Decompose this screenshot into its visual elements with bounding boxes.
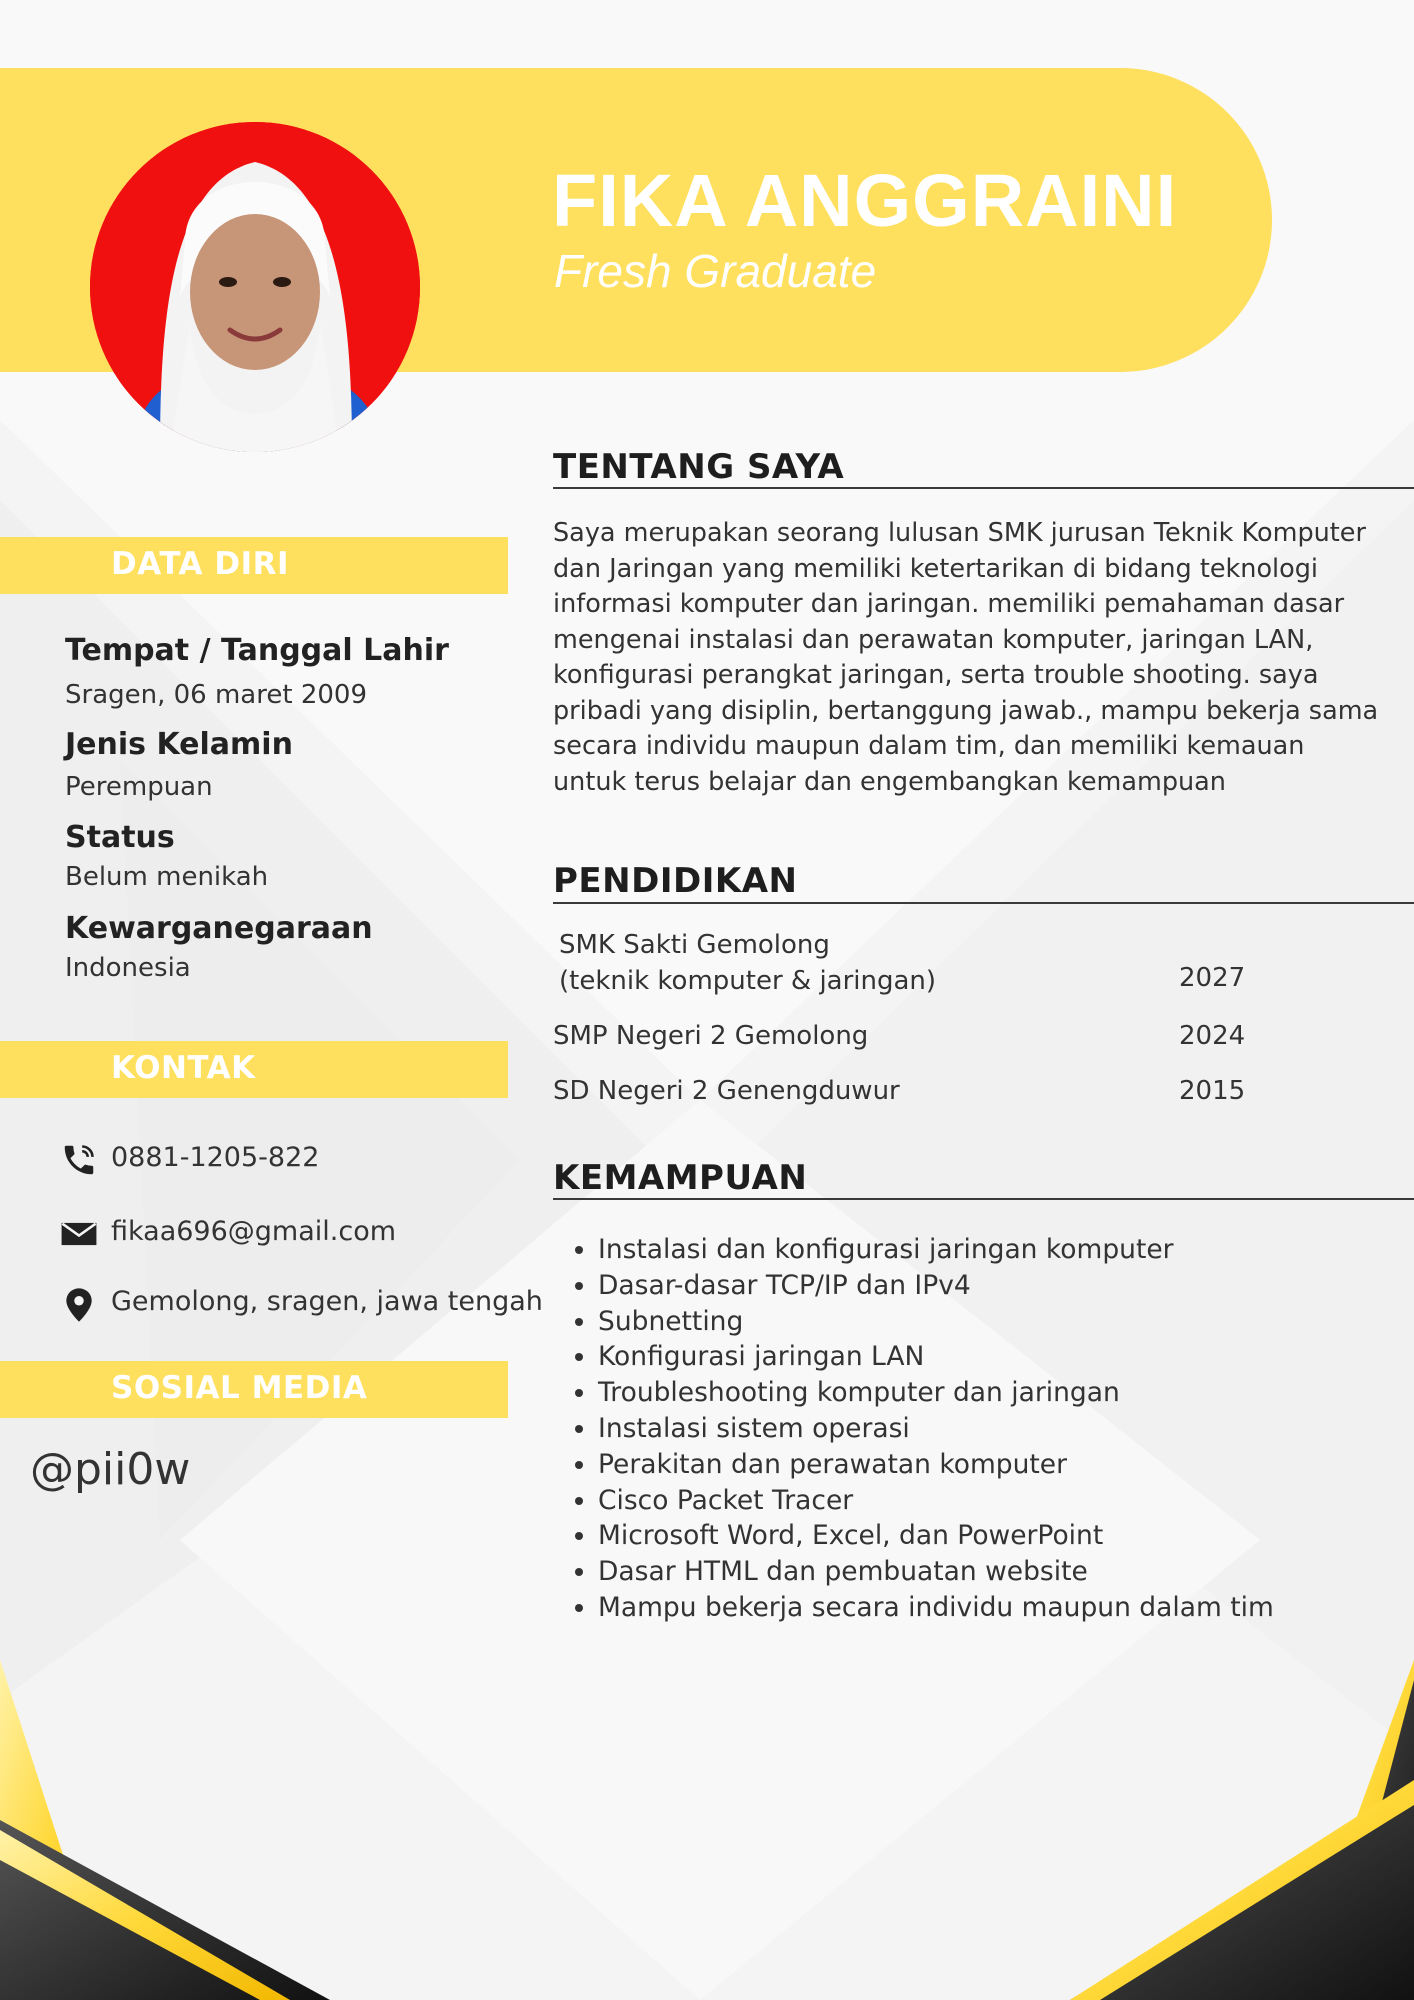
kontak-header: [0, 1041, 508, 1098]
mail-icon: [60, 1215, 98, 1253]
citizenship-label: Kewarganegaraan: [65, 911, 373, 946]
skill-item: • Mampu bekerja secara individu maupun dalam tim: [598, 1590, 1274, 1626]
skills-title: KEMAMPUAN: [553, 1158, 808, 1198]
data-diri-title: DATA DIRI: [111, 546, 290, 582]
skills-divider: [553, 1198, 1414, 1200]
skills-list: [560, 1232, 1274, 1626]
education-detail-1: (teknik komputer & jaringan): [559, 966, 937, 996]
social-handle: @pii0w: [30, 1444, 191, 1495]
education-year-1: 2027: [1179, 963, 1246, 993]
skill-item: • Troubleshooting komputer dan jaringan: [598, 1375, 1274, 1411]
skill-item: • Microsoft Word, Excel, dan PowerPoint: [598, 1518, 1274, 1554]
person-name: FIKA ANGGRAINI: [552, 159, 1178, 242]
status-value: Belum menikah: [65, 862, 269, 892]
data-diri-header: [0, 537, 508, 594]
sosial-media-header: [0, 1361, 508, 1418]
education-school-3: SD Negeri 2 Genengduwur: [553, 1076, 900, 1106]
gender-label: Jenis Kelamin: [65, 727, 293, 762]
birth-label: Tempat / Tanggal Lahir: [65, 633, 449, 668]
sosial-media-title: SOSIAL MEDIA: [111, 1370, 368, 1406]
education-divider: [553, 902, 1414, 904]
skill-item: • Dasar-dasar TCP/IP dan IPv4: [598, 1268, 1274, 1304]
about-text: Saya merupakan seorang lulusan SMK jurusan Teknik Komputer dan Jaringan yang memiliki ketertarikan di bidang teknologi informasi komputer dan jaringan. memiliki pemahaman dasar mengenai instalasi dan perawatan komputer, jaringan LAN, konfigurasi perangkat jaringan, serta trouble shooting. saya pribadi yang disiplin, bertanggung jawab., mampu bekerja sama secara individu maupun dalam tim, dan memiliki kemauan untuk terus belajar dan engembangkan kemampuan: [553, 518, 1379, 797]
education-title: PENDIDIKAN: [553, 861, 798, 901]
about-title: TENTANG SAYA: [553, 447, 845, 487]
education-year-2: 2024: [1179, 1021, 1246, 1051]
skill-item: • Subnetting: [598, 1304, 1274, 1340]
skill-item: • Perakitan dan perawatan komputer: [598, 1447, 1274, 1483]
citizenship-value: Indonesia: [65, 953, 191, 983]
education-school-1: SMK Sakti Gemolong: [559, 930, 830, 960]
skill-item: • Konfigurasi jaringan LAN: [598, 1339, 1274, 1375]
status-label: Status: [65, 820, 175, 855]
phone-icon: [60, 1141, 98, 1179]
skill-item: • Cisco Packet Tracer: [598, 1483, 1274, 1519]
about-divider: [553, 487, 1414, 489]
education-school-2: SMP Negeri 2 Gemolong: [553, 1021, 869, 1051]
gender-value: Perempuan: [65, 772, 213, 802]
education-year-3: 2015: [1179, 1076, 1246, 1106]
birth-value: Sragen, 06 maret 2009: [65, 680, 367, 710]
job-title: Fresh Graduate: [554, 245, 877, 297]
skill-item: • Instalasi dan konfigurasi jaringan komputer: [598, 1232, 1274, 1268]
kontak-title: KONTAK: [111, 1050, 256, 1086]
phone-number: 0881-1205-822: [111, 1142, 320, 1173]
skill-item: • Instalasi sistem operasi: [598, 1411, 1274, 1447]
profile-photo: [90, 122, 420, 452]
email-address: fikaa696@gmail.com: [111, 1216, 397, 1247]
skill-item: • Dasar HTML dan pembuatan website: [598, 1554, 1274, 1590]
location-pin-icon: [60, 1286, 98, 1324]
location-text: Gemolong, sragen, jawa tengah: [111, 1286, 543, 1317]
